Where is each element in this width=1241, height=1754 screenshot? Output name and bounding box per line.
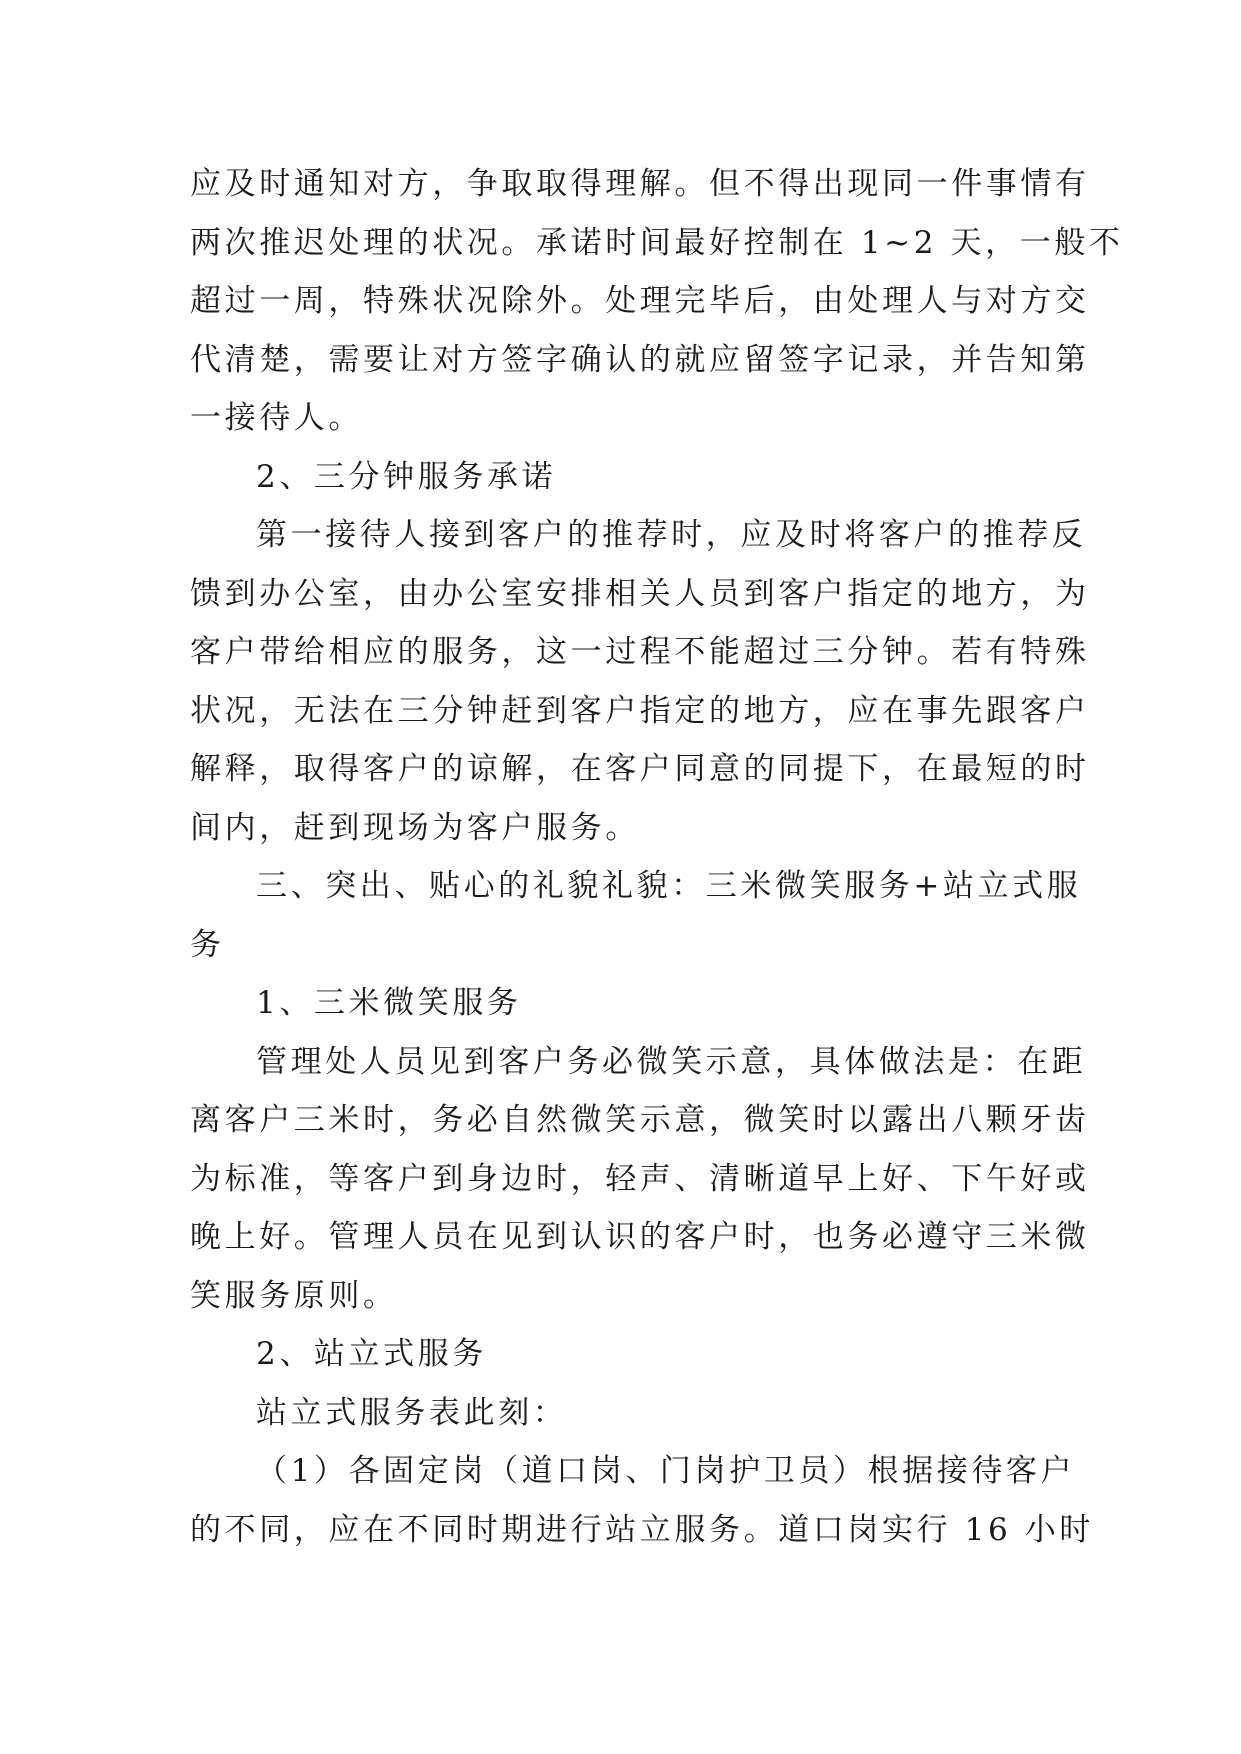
text-line: 客户带给相应的服务，这一过程不能超过三分钟。若有特殊 xyxy=(190,634,1090,670)
text-line: 笑服务原则。 xyxy=(190,1277,398,1314)
text-line: 馈到办公室，由办公室安排相关人员到客户指定的地方，为 xyxy=(190,575,1090,612)
document-body xyxy=(190,155,1124,1559)
text-line: 三、突出、贴心的礼貌礼貌：三米微笑服务+站立式服 xyxy=(256,868,1082,904)
text-line: 晚上好。管理人员在见到认识的客户时，也务必遵守三米微 xyxy=(190,1219,1090,1255)
text-line: 的不同，应在不同时期进行站立服务。道口岗实行 16 小时 xyxy=(190,1511,1094,1548)
text-line: 站立式服务表此刻： xyxy=(256,1394,568,1431)
text-line: 超过一周，特殊状况除外。处理完毕后，由处理人与对方交 xyxy=(190,283,1090,319)
text-line: 2、站立式服务 xyxy=(256,1336,487,1372)
text-line: 务 xyxy=(190,926,225,963)
text-line: 间内，赶到现场为客户服务。 xyxy=(190,809,640,846)
text-line: 离客户三米时，务必自然微笑示意，微笑时以露出八颗牙齿 xyxy=(190,1102,1090,1138)
text-line: 应及时通知对方，争取取得理解。但不得出现同一件事情有 xyxy=(190,166,1090,202)
text-line: 第一接待人接到客户的推荐时，应及时将客户的推荐反 xyxy=(256,517,1087,553)
text-line: 一接待人。 xyxy=(190,400,363,436)
text-line: 两次推迟处理的状况。承诺时间最好控制在 1~2 天，一般不 xyxy=(190,224,1124,261)
text-line: 解释，取得客户的谅解，在客户同意的同提下，在最短的时 xyxy=(190,751,1090,787)
text-line: 2、三分钟服务承诺 xyxy=(256,458,557,495)
text-line: 代清楚，需要让对方签字确认的就应留签字记录，并告知第 xyxy=(190,341,1090,378)
text-line: 状况，无法在三分钟赶到客户指定的地方，应在事先跟客户 xyxy=(190,692,1090,729)
text-line: （1）各固定岗（道口岗、门岗护卫员）根据接待客户 xyxy=(256,1453,1076,1489)
text-line: 1、三米微笑服务 xyxy=(256,985,522,1021)
text-line: 管理处人员见到客户务必微笑示意，具体做法是：在距 xyxy=(256,1043,1087,1080)
text-line: 为标准，等客户到身边时，轻声、清晰道早上好、下午好或 xyxy=(190,1160,1090,1197)
